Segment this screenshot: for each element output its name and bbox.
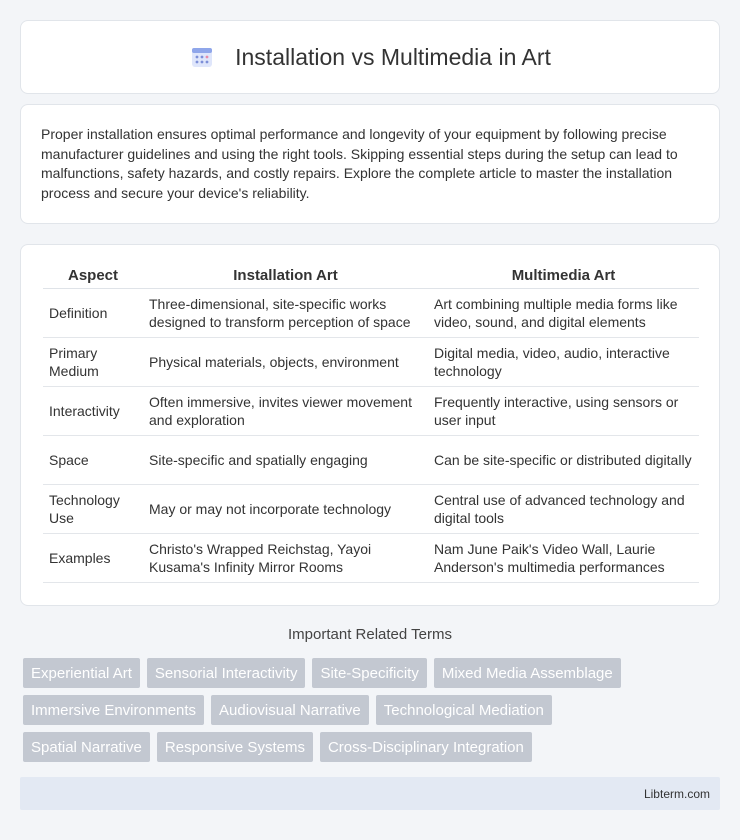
header-multimedia-art: Multimedia Art — [428, 263, 699, 289]
table-row — [43, 485, 699, 534]
comparison-table — [43, 263, 699, 583]
table-cell-installation: Christo's Wrapped Reichstag, Yayoi Kusama's Infinity Mirror Rooms — [143, 534, 428, 583]
related-term-tag[interactable]: Responsive Systems — [157, 732, 313, 762]
table-cell-aspect: Primary Medium — [43, 338, 143, 387]
table-cell-installation: Site-specific and spatially engaging — [143, 436, 428, 485]
table-cell-multimedia: Frequently interactive, using sensors or user input — [428, 387, 699, 436]
related-term-tag[interactable]: Immersive Environments — [23, 695, 204, 725]
related-term-tag[interactable]: Audiovisual Narrative — [211, 695, 369, 725]
header-installation-art: Installation Art — [143, 263, 428, 289]
intro-card — [20, 104, 720, 224]
related-terms-list — [23, 658, 723, 769]
table-cell-installation: Three-dimensional, site-specific works designed to transform perception of space — [143, 289, 428, 338]
related-term-tag[interactable]: Spatial Narrative — [23, 732, 150, 762]
related-term-tag[interactable]: Site-Specificity — [312, 658, 426, 688]
comparison-table-card — [20, 244, 720, 606]
intro-paragraph: Proper installation ensures optimal performance and longevity of your equipment by following precise manufacturer guidelines and using the right tools. Skipping essential steps during the setup can lead to malfunctions, safety hazards, and costly repairs. Explore the complete article to master the installation process and secure your device's reliability. — [41, 126, 678, 201]
table-cell-aspect: Space — [43, 436, 143, 485]
table-cell-multimedia: Central use of advanced technology and digital tools — [428, 485, 699, 534]
related-term-tag[interactable]: Cross-Disciplinary Integration — [320, 732, 532, 762]
table-row — [43, 387, 699, 436]
table-cell-multimedia: Nam June Paik's Video Wall, Laurie Anderson's multimedia performances — [428, 534, 699, 583]
calendar-grid-icon — [189, 44, 215, 70]
footer-site-link[interactable]: Libterm.com — [643, 786, 710, 801]
header-aspect: Aspect — [43, 263, 143, 289]
table-row — [43, 534, 699, 583]
table-cell-aspect: Interactivity — [43, 387, 143, 436]
table-row — [43, 338, 699, 387]
related-term-tag[interactable]: Technological Mediation — [376, 695, 552, 725]
related-term-tag[interactable]: Mixed Media Assemblage — [434, 658, 621, 688]
table-cell-installation: Often immersive, invites viewer movement and exploration — [143, 387, 428, 436]
title-card — [20, 20, 720, 94]
page-title: Installation vs Multimedia in Art — [235, 43, 551, 70]
related-terms-row — [23, 695, 723, 725]
table-cell-multimedia: Art combining multiple media forms like video, sound, and digital elements — [428, 289, 699, 338]
title-wrap — [189, 44, 551, 71]
related-term-tag[interactable]: Experiential Art — [23, 658, 140, 688]
table-cell-aspect: Examples — [43, 534, 143, 583]
table-cell-installation: Physical materials, objects, environment — [143, 338, 428, 387]
table-cell-installation: May or may not incorporate technology — [143, 485, 428, 534]
table-row — [43, 436, 699, 485]
related-term-tag[interactable]: Sensorial Interactivity — [147, 658, 306, 688]
related-terms-row — [23, 732, 723, 762]
related-terms-row — [23, 658, 723, 688]
table-cell-multimedia: Can be site-specific or distributed digitally — [428, 436, 699, 485]
table-cell-aspect: Definition — [43, 289, 143, 338]
related-terms-title: Important Related Terms — [288, 626, 452, 643]
footer — [20, 777, 720, 810]
table-header-row — [43, 263, 699, 289]
table-row — [43, 289, 699, 338]
table-cell-aspect: Technology Use — [43, 485, 143, 534]
table-cell-multimedia: Digital media, video, audio, interactive technology — [428, 338, 699, 387]
